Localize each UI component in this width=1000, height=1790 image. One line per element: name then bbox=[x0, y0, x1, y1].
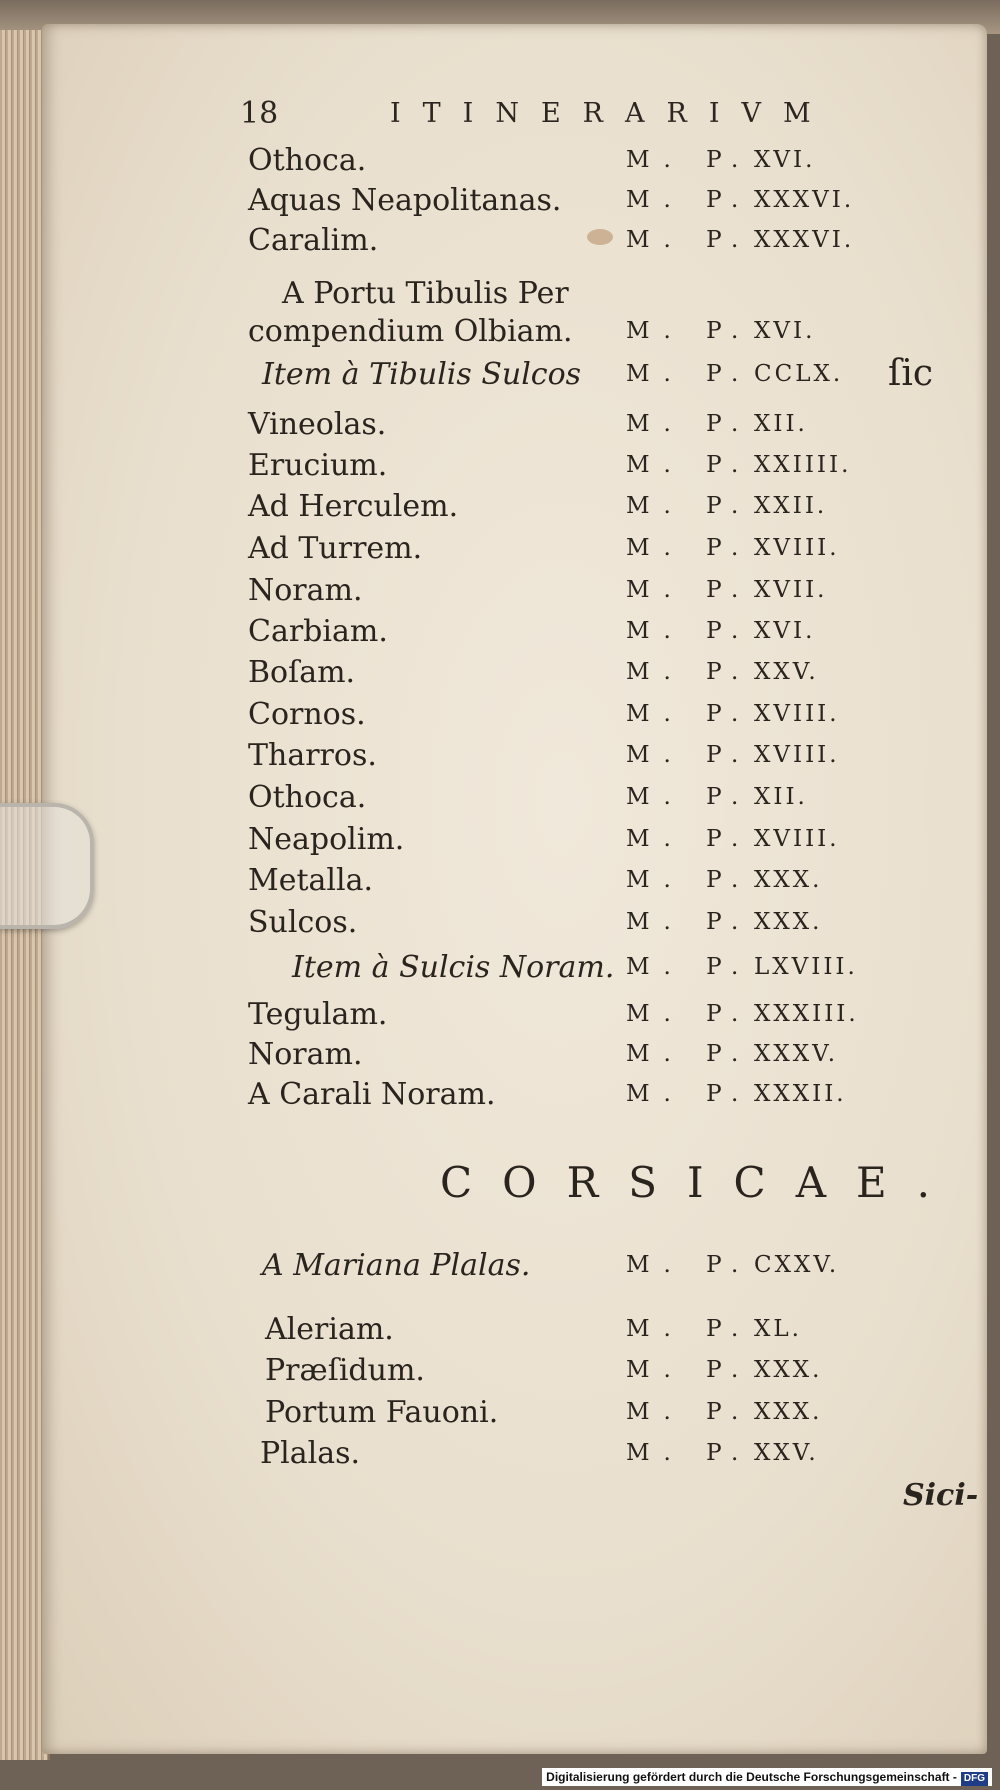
distance bbox=[626, 742, 840, 768]
distance-value: LXVIII. bbox=[754, 954, 858, 980]
unit-label: M. P. bbox=[626, 1001, 753, 1027]
distance bbox=[626, 318, 815, 344]
itinerary-row bbox=[0, 143, 1000, 183]
distance-value: XVI. bbox=[754, 618, 816, 644]
place-name: Ad Herculem. bbox=[248, 489, 459, 524]
itinerary-row bbox=[0, 738, 1000, 778]
distance bbox=[626, 1041, 838, 1067]
place-name: Item à Tibulis Sulcos bbox=[262, 357, 582, 392]
unit-label: M. P. bbox=[626, 1252, 753, 1278]
distance bbox=[626, 784, 808, 810]
distance-value: CXXV. bbox=[754, 1252, 840, 1278]
distance bbox=[626, 659, 819, 685]
distance-value: XXXVI. bbox=[754, 187, 855, 213]
distance-value: XXV. bbox=[754, 659, 819, 685]
distance bbox=[626, 535, 840, 561]
itinerary-row bbox=[0, 950, 1000, 990]
unit-label: M. P. bbox=[626, 1399, 753, 1425]
unit-label: M. P. bbox=[626, 742, 753, 768]
unit-label: M. P. bbox=[626, 1357, 753, 1383]
unit-label: M. P. bbox=[626, 1316, 753, 1342]
distance-value: XXXII. bbox=[754, 1081, 847, 1107]
dfg-logo: DFG bbox=[961, 1772, 988, 1786]
distance-value: XL. bbox=[754, 1316, 802, 1342]
distance-value: CCLX. bbox=[754, 361, 844, 387]
distance-value: XXX. bbox=[754, 909, 823, 935]
section-title: CORSICAE. bbox=[440, 1158, 961, 1207]
place-name: compendium Olbiam. bbox=[248, 314, 573, 349]
place-name: Ad Turrem. bbox=[248, 531, 423, 566]
itinerary-row bbox=[0, 822, 1000, 862]
itinerary-row bbox=[0, 531, 1000, 571]
place-name: Boſam. bbox=[248, 655, 356, 690]
distance-value: XVII. bbox=[754, 577, 828, 603]
itinerary-row bbox=[0, 1312, 1000, 1352]
unit-label: M. P. bbox=[626, 187, 753, 213]
place-name: Cornos. bbox=[248, 697, 366, 732]
distance bbox=[626, 1081, 847, 1107]
unit-label: M. P. bbox=[626, 784, 753, 810]
unit-label: M. P. bbox=[626, 411, 753, 437]
itinerary-row bbox=[0, 697, 1000, 737]
unit-label: M. P. bbox=[626, 318, 753, 344]
distance bbox=[626, 361, 843, 387]
place-name: Metalla. bbox=[248, 863, 374, 898]
distance bbox=[626, 954, 858, 980]
itinerary-row bbox=[0, 1395, 1000, 1435]
distance-value: XVI. bbox=[754, 318, 816, 344]
distance bbox=[626, 411, 808, 437]
itinerary-row bbox=[0, 448, 1000, 488]
digitization-credit bbox=[542, 1768, 992, 1786]
unit-label: M. P. bbox=[626, 618, 753, 644]
place-name: Erucium. bbox=[248, 448, 388, 483]
itinerary-row bbox=[0, 276, 1000, 316]
credit-text: Digitalisierung gefördert durch die Deutsche Forschungsgemeinschaft - bbox=[546, 1770, 957, 1784]
place-name: Othoca. bbox=[248, 143, 367, 178]
page-number: 18 bbox=[240, 96, 279, 131]
itinerary-row bbox=[0, 1037, 1000, 1077]
itinerary-row bbox=[0, 905, 1000, 945]
itinerary-row bbox=[0, 223, 1000, 263]
place-name: A Carali Noram. bbox=[248, 1077, 496, 1112]
distance-value: XVIII. bbox=[754, 826, 840, 852]
place-name: Aleriam. bbox=[265, 1312, 394, 1347]
distance bbox=[626, 1399, 822, 1425]
distance-value: XXV. bbox=[754, 1440, 819, 1466]
distance bbox=[626, 577, 827, 603]
itinerary-row bbox=[0, 1248, 1000, 1288]
unit-label: M. P. bbox=[626, 535, 753, 561]
place-name: Portum Fauoni. bbox=[265, 1395, 499, 1430]
distance bbox=[626, 493, 827, 519]
unit-label: M. P. bbox=[626, 147, 753, 173]
place-name: Præſidum. bbox=[265, 1353, 425, 1388]
distance-value: XII. bbox=[754, 784, 808, 810]
distance bbox=[626, 867, 822, 893]
distance-value: XVIII. bbox=[754, 535, 840, 561]
distance-value: XXII. bbox=[754, 493, 828, 519]
distance-value: XXXVI. bbox=[754, 227, 855, 253]
unit-label: M. P. bbox=[626, 1440, 753, 1466]
itinerary-row bbox=[0, 997, 1000, 1037]
itinerary-row bbox=[0, 614, 1000, 654]
distance-value: XVI. bbox=[754, 147, 816, 173]
distance bbox=[626, 909, 822, 935]
catchword: Sici- bbox=[903, 1478, 979, 1513]
unit-label: M. P. bbox=[626, 826, 753, 852]
itinerary-row bbox=[0, 489, 1000, 529]
distance bbox=[626, 618, 815, 644]
itinerary-row bbox=[0, 780, 1000, 820]
distance bbox=[626, 1440, 819, 1466]
unit-label: M. P. bbox=[626, 361, 753, 387]
itinerary-row bbox=[0, 863, 1000, 903]
place-name: Caralim. bbox=[248, 223, 379, 258]
place-name: Vineolas. bbox=[248, 407, 387, 442]
unit-label: M. P. bbox=[626, 701, 753, 727]
distance-value: XXX. bbox=[754, 867, 823, 893]
unit-label: M. P. bbox=[626, 227, 753, 253]
distance-value: XII. bbox=[754, 411, 808, 437]
unit-label: M. P. bbox=[626, 909, 753, 935]
distance-value: XXIIII. bbox=[754, 452, 852, 478]
distance bbox=[626, 1316, 802, 1342]
distance bbox=[626, 826, 840, 852]
itinerary-row bbox=[0, 1077, 1000, 1117]
place-name: Othoca. bbox=[248, 780, 367, 815]
distance bbox=[626, 147, 815, 173]
distance bbox=[626, 701, 840, 727]
unit-label: M. P. bbox=[626, 954, 753, 980]
itinerary-row bbox=[0, 183, 1000, 223]
unit-label: M. P. bbox=[626, 1041, 753, 1067]
place-name: A Mariana Plalas. bbox=[262, 1248, 531, 1283]
unit-label: M. P. bbox=[626, 577, 753, 603]
place-name: Item à Sulcis Noram. bbox=[292, 950, 615, 985]
distance-value: XXXV. bbox=[754, 1041, 839, 1067]
itinerary-row bbox=[0, 1436, 1000, 1476]
place-name: Aquas Neapolitanas. bbox=[248, 183, 562, 218]
distance-value: XXX. bbox=[754, 1357, 823, 1383]
place-name: Tegulam. bbox=[248, 997, 388, 1032]
unit-label: M. P. bbox=[626, 1081, 753, 1107]
page-header bbox=[240, 96, 860, 136]
itinerary-row bbox=[0, 573, 1000, 613]
distance-value: XXX. bbox=[754, 1399, 823, 1425]
place-name: Noram. bbox=[248, 573, 363, 608]
place-name: Neapolim. bbox=[248, 822, 405, 857]
itinerary-row bbox=[0, 314, 1000, 354]
place-name: Carbiam. bbox=[248, 614, 388, 649]
distance-value: XVIII. bbox=[754, 742, 840, 768]
distance bbox=[626, 187, 854, 213]
place-name: Plalas. bbox=[260, 1436, 361, 1471]
distance bbox=[626, 227, 854, 253]
itinerary-row bbox=[0, 353, 1000, 397]
unit-label: M. P. bbox=[626, 659, 753, 685]
running-title: ITINERARIVM bbox=[390, 98, 833, 129]
unit-label: M. P. bbox=[626, 493, 753, 519]
unit-label: M. P. bbox=[626, 867, 753, 893]
distance bbox=[626, 1357, 822, 1383]
itinerary-row bbox=[0, 1353, 1000, 1393]
distance bbox=[626, 1252, 839, 1278]
itinerary-row bbox=[0, 655, 1000, 695]
itinerary-row bbox=[0, 407, 1000, 447]
distance-value: XXXIII. bbox=[754, 1001, 859, 1027]
place-name: Tharros. bbox=[248, 738, 377, 773]
distance-value: XVIII. bbox=[754, 701, 840, 727]
place-name: A Portu Tibulis Per bbox=[282, 276, 569, 311]
place-name: Sulcos. bbox=[248, 905, 358, 940]
distance bbox=[626, 452, 851, 478]
distance bbox=[626, 1001, 859, 1027]
unit-label: M. P. bbox=[626, 452, 753, 478]
marginal-note: ſic bbox=[888, 353, 933, 394]
place-name: Noram. bbox=[248, 1037, 363, 1072]
